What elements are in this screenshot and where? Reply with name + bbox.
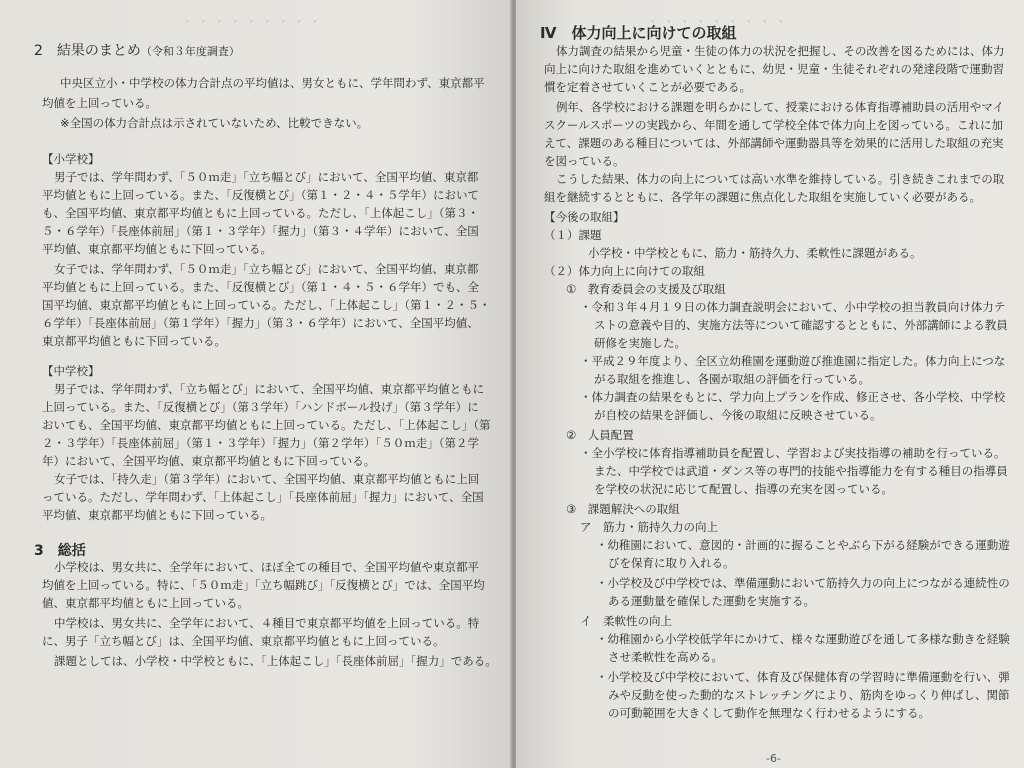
body-line: 年）において、全国平均値、東京都平均値ともに下回っている。 <box>42 454 376 468</box>
body-line: ６学年）「長座体前屈」（第１学年）「握力」（第３・６学年）において、全国平均値、 <box>42 316 479 330</box>
item1-line: が自校の結果を評価し、今後の取組に反映させている。 <box>594 408 882 422</box>
body-line: 平均値ともに上回っている。また、「反復横とび」（第１・４・５・６学年）でも、全 <box>42 280 479 294</box>
efforts-label: （２）体力向上に向けての取組 <box>544 264 705 278</box>
summary-line: 値、東京都平均値ともに上回っている。 <box>42 596 249 610</box>
item2-line: を学校の状況に応じて配置し、指導の充実を図っている。 <box>594 482 893 496</box>
item2-line: また、中学校では武道・ダンス等の専門的技能や指導能力を有する種目の指導員 <box>594 464 1008 478</box>
item3a-heading: ア 筋力・筋持久力の向上 <box>580 520 718 534</box>
item1-line: 研修を実施した。 <box>594 336 686 350</box>
item1-line: ・平成２９年度より、全区立幼稚園を運動遊び推進園に指定した。体力向上につな <box>580 354 1006 368</box>
body-line: 女子では、学年問わず、「５０ｍ走」「立ち幅とび」において、全国平均値、東京都 <box>54 262 479 276</box>
body-line: 男子では、学年問わず、「５０ｍ走」「立ち幅とび」において、全国平均値、東京都 <box>54 170 479 184</box>
item3a-line: ・小学校及び中学校では、準備運動において筋持久力の向上につながる連続性の <box>596 576 1010 590</box>
item3i-heading: イ 柔軟性の向上 <box>580 614 672 628</box>
issue-text: 小学校・中学校ともに、筋力・筋持久力、柔軟性に課題がある。 <box>588 246 922 260</box>
future-heading: 【今後の取組】 <box>544 210 625 224</box>
summary-line: 課題としては、小学校・中学校ともに、「上体起こし」「長座体前屈」「握力」である。 <box>54 654 497 668</box>
body-line: 女子では、「持久走」（第３学年）において、全国平均値、東京都平均値ともに上回 <box>54 472 480 486</box>
section-2-heading: 2 結果のまとめ（令和３年度調査） <box>34 43 240 59</box>
bleed-through-text: ・・・・・・・・・ <box>646 15 790 31</box>
body-line: も、全国平均値、東京都平均値ともに上回っている。ただし、「上体起こし」（第３・ <box>42 206 479 220</box>
summary-line: 小学校は、男女共に、全学年において、ほぼ全ての種目で、全国平均値や東京都平 <box>54 560 480 574</box>
intro-line: 均値を上回っている。 <box>42 96 157 110</box>
junior-heading: 【中学校】 <box>42 364 100 378</box>
item1-line: ストの意義や目的、実施方法等について確認するとともに、外部講師による教員 <box>594 318 1008 332</box>
summary-line: 中学校は、男女共に、全学年において、４種目で東京都平均値を上回っている。特 <box>54 616 480 630</box>
summary-line: 均値を上回っている。特に、「５０ｍ走」「立ち幅跳び」「反復横とび」では、全国平均 <box>42 578 485 592</box>
item3i-line: ・幼稚園から小学校低学年にかけて、様々な運動遊びを通して多様な動きを経験 <box>596 632 1010 646</box>
intro-line: 組を継続するとともに、各学年の課題に焦点化した取組を実施していく必要がある。 <box>544 190 981 204</box>
intro-line: えて、課題のある種目については、外部講師や運動器具等を効果的に活用した取組の充実 <box>544 136 1004 150</box>
right-page <box>516 0 1024 768</box>
item3a-line: ある運動量を確保した運動を実施する。 <box>608 594 815 608</box>
body-line: ２・３学年）「長座体前屈」（第１・３学年）「握力」（第２学年）「５０ｍ走」（第２学 <box>42 436 479 450</box>
section-3-heading: 3 総括 <box>34 543 86 559</box>
intro-line: を図っている。 <box>544 154 625 168</box>
issue-label: （１）課題 <box>544 228 602 242</box>
item2-line: ・全小学校に体育指導補助員を配置し、学習および実技指導の補助を行っている。 <box>580 446 1006 460</box>
body-line: 平均値、東京都平均値ともに下回っている。 <box>42 242 272 256</box>
body-line: おいても、全国平均値、東京都平均値ともに上回っている。ただし、「上体起こし」（第 <box>42 418 491 432</box>
body-line: っている。ただし、学年問わず、「上体起こし」「長座体前屈」「握力」において、全国 <box>42 490 484 504</box>
item3a-line: びを保育に取り入れる。 <box>608 556 735 570</box>
item1-line: がる取組を推進し、各園が取組の評価を行っている。 <box>594 372 870 386</box>
item3i-line: みや反動を使った動的なストレッチングにより、筋肉をゆっくり伸ばし、関節 <box>608 688 1010 702</box>
elementary-heading: 【小学校】 <box>42 152 100 166</box>
intro-note: ※全国の体力合計点は示されていないため、比較できない。 <box>60 116 369 130</box>
intro-line: 慣を定着させていくことが必要である。 <box>544 80 751 94</box>
section-4-heading: Ⅳ 体力向上に向けての取組 <box>540 24 737 42</box>
item3i-line: の可動範囲を大きくして動作を無理なく行わせるようにする。 <box>608 706 930 720</box>
body-line: 平均値、東京都平均値ともに下回っている。 <box>42 508 272 522</box>
item3-heading: ③ 課題解決への取組 <box>566 502 680 516</box>
intro-line: 向上に向けた取組を進めていくとともに、幼児・児童・生徒それぞれの発達段階で運動習 <box>544 62 1004 76</box>
intro-line: 例年、各学校における課題を明らかにして、授業における体育指導補助員の活用やマイ <box>556 100 1005 114</box>
body-line: 平均値ともに上回っている。また、「反復横とび」（第１・２・４・５学年）において <box>42 188 479 202</box>
body-line: 男子では、学年問わず、「立ち幅とび」において、全国平均値、東京都平均値ともに <box>54 382 485 396</box>
intro-line: こうした結果、体力の向上については高い水準を維持している。引き続きこれまでの取 <box>556 172 1005 186</box>
item3i-line: させ柔軟性を高める。 <box>608 650 723 664</box>
item1-line: ・体力調査の結果をもとに、学力向上プランを作成、修正させ、各小学校、中学校 <box>580 390 1006 404</box>
item1-heading: ① 教育委員会の支援及び取組 <box>566 282 726 296</box>
item3i-line: ・小学校及び中学校において、体育及び保健体育の学習時に準備運動を行い、弾 <box>596 670 1010 684</box>
item3a-line: ・幼稚園において、意図的・計画的に握ることやぶら下がる経験ができる運動遊 <box>596 538 1010 552</box>
body-line: 国平均値、東京都平均値ともに上回っている。ただし、「上体起こし」（第１・２・５・ <box>42 298 491 312</box>
item1-line: ・令和３年４月１９日の体力調査説明会において、小中学校の担当教員向け体力テ <box>580 300 1006 314</box>
intro-line: スクールスポーツの実践から、年間を通して学校全体で体力向上を図っている。これに加 <box>544 118 1003 132</box>
intro-line: 中央区立小・中学校の体力合計点の平均値は、男女ともに、学年問わず、東京都平 <box>60 76 485 90</box>
body-line: 東京都平均値ともに下回っている。 <box>42 334 226 348</box>
summary-line: に、男子「立ち幅とび」は、全国平均値、東京都平均値ともに上回っている。 <box>42 634 445 648</box>
body-line: ５・６学年）「長座体前屈」（第１・３学年）「握力」（第３・４学年）において、全国 <box>42 224 479 238</box>
item2-heading: ② 人員配置 <box>566 428 634 442</box>
intro-line: 体力調査の結果から児童・生徒の体力の状況を把握し、その改善を図るためには、体力 <box>556 44 1005 58</box>
page-number: -6- <box>766 752 781 765</box>
body-line: 上回っている。また、「反復横とび」（第３学年）「ハンドボール投げ」（第３学年）に <box>42 400 479 414</box>
bleed-through-text: ・・・・・・・・・ <box>180 15 324 31</box>
